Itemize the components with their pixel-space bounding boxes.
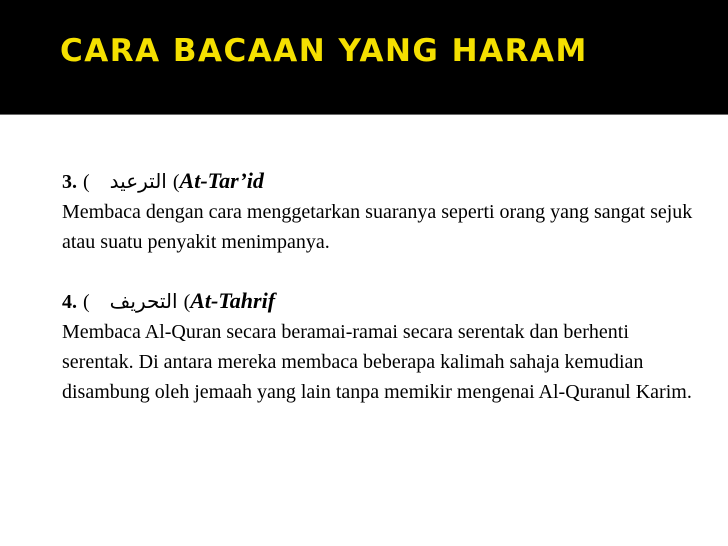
arabic-term: التحريف: [109, 289, 178, 313]
open-paren: (: [83, 291, 90, 313]
section-description: Membaca dengan cara menggetarkan suaranya seperti orang yang sangat sejuk atau suatu penyakit menimpanya.: [62, 201, 693, 253]
section-number: 4.: [62, 291, 77, 313]
term-name: At-Tahrif: [190, 288, 276, 313]
section-heading: [62, 286, 702, 317]
section-description: Membaca Al-Quran secara beramai-ramai secara serentak dan berhenti serentak. Di antara mereka membaca beberapa kalimah sahaja kemudian disambung oleh jemaah yang lain tanpa memikir mengenai Al-Quranul Karim.: [62, 321, 692, 403]
term-name: At-Tar’id: [179, 168, 264, 193]
slide-title: CARA BACAAN YANG HARAM: [60, 33, 588, 69]
section-heading: [62, 166, 702, 197]
close-paren: (: [183, 291, 191, 313]
open-paren: (: [83, 171, 90, 193]
section-number: 3.: [62, 171, 77, 193]
close-paren: (: [172, 171, 180, 193]
slide-body: [62, 166, 702, 407]
arabic-term: الترعيد: [109, 169, 167, 193]
header-divider: [0, 114, 728, 115]
section-at-tahrif: [62, 286, 702, 407]
slide-header: [0, 0, 728, 114]
section-at-tarid: [62, 166, 702, 257]
section-spacer: [62, 257, 702, 286]
